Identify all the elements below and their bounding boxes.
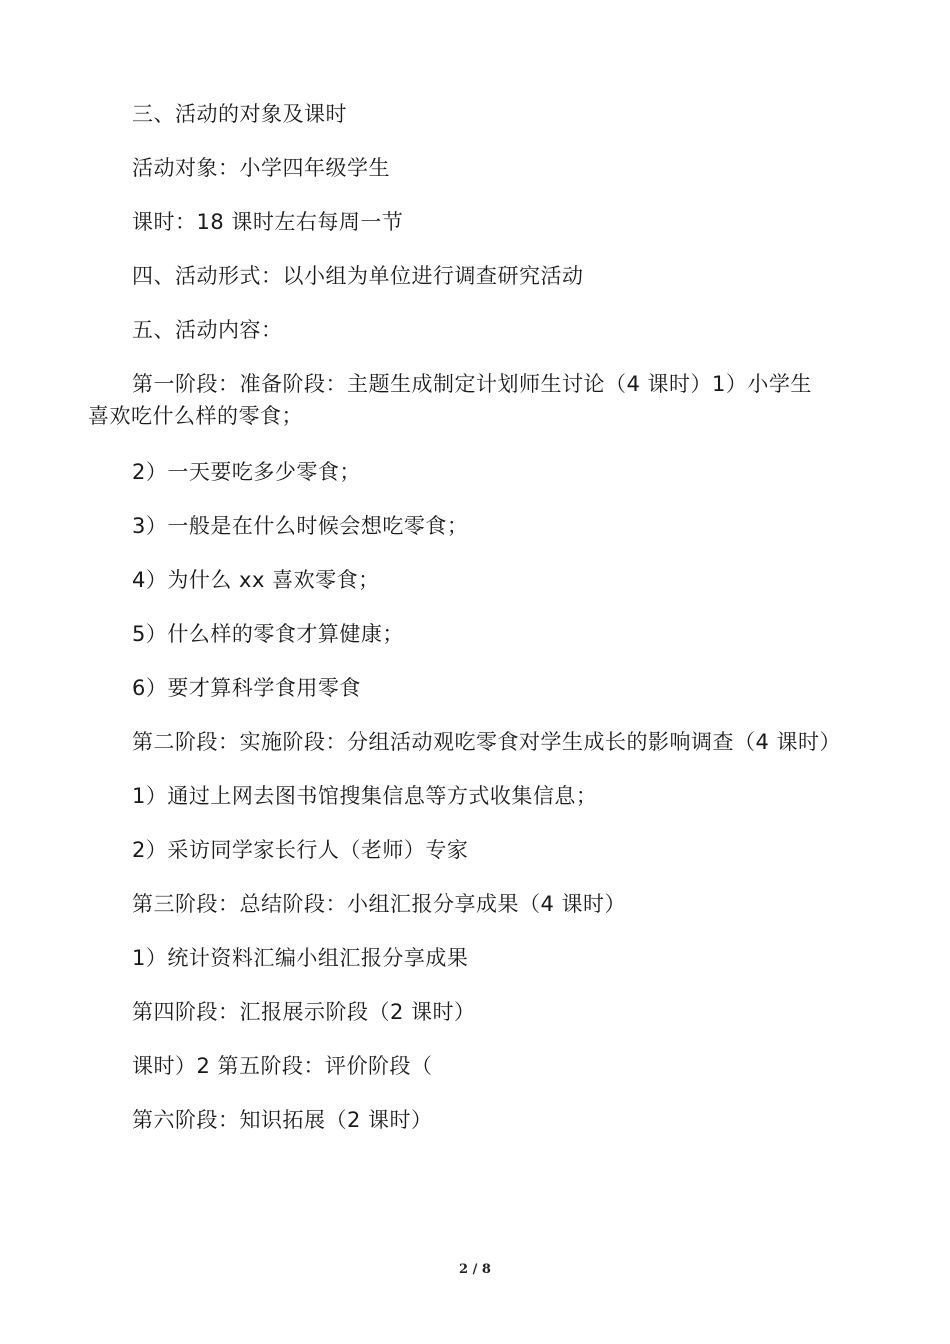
list-item-5: 5）什么样的零食才算健康；	[132, 622, 404, 646]
paragraph-stage-six: 第六阶段：知识拓展（2 课时）	[132, 1108, 433, 1132]
paragraph-stage-five: 课时）2 第五阶段：评价阶段（	[132, 1054, 433, 1078]
paragraph-stage-four: 第四阶段：汇报展示阶段（2 课时）	[132, 1000, 476, 1024]
stage-two-item-2: 2）采访同学家长行人（老师）专家	[132, 838, 469, 862]
section-heading-content: 五、活动内容：	[132, 318, 283, 342]
list-item-4: 4）为什么 xx 喜欢零食；	[132, 568, 380, 592]
paragraph-stage-three: 第三阶段：总结阶段：小组汇报分享成果（4 课时）	[132, 892, 627, 916]
list-item-6: 6）要才算科学食用零食	[132, 676, 361, 700]
stage-three-item-1: 1）统计资料汇编小组汇报分享成果	[132, 946, 469, 970]
list-item-3: 3）一般是在什么时候会想吃零食；	[132, 514, 469, 538]
paragraph-stage-two: 第二阶段：实施阶段：分组活动观吃零食对学生成长的影响调查（4 课时）	[132, 730, 842, 754]
paragraph-participants: 活动对象：小学四年级学生	[132, 156, 390, 180]
list-item-2: 2）一天要吃多少零食；	[132, 460, 361, 484]
section-heading-participants: 三、活动的对象及课时	[132, 102, 347, 126]
paragraph-class-hours: 课时：18 课时左右每周一节	[132, 210, 404, 234]
section-heading-format: 四、活动形式：以小组为单位进行调查研究活动	[132, 264, 584, 288]
page-number: 2 / 8	[459, 1262, 491, 1277]
stage-two-item-1: 1）通过上网去图书馆搜集信息等方式收集信息；	[132, 784, 598, 808]
paragraph-stage-one: 第一阶段：准备阶段：主题生成制定计划师生讨论（4 课时）1）小学生喜欢吃什么样的零食；	[88, 372, 812, 428]
